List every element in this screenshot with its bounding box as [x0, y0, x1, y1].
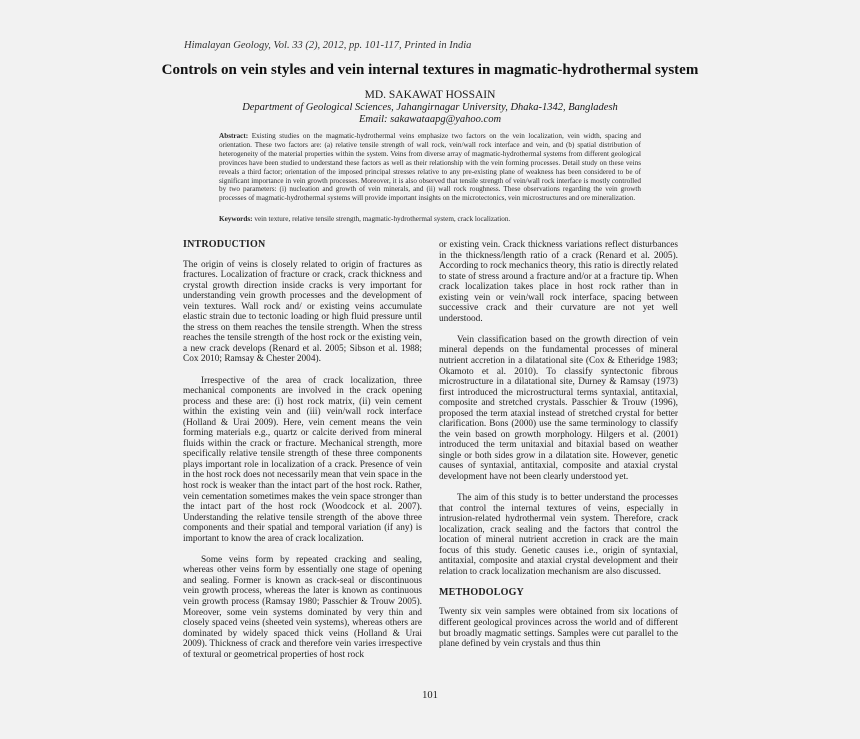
- body-paragraph: Twenty six vein samples were obtained from six locations of different geological provinces across the world and of different but broadly magmatic settings. Samples were cut parallel to the plane defined by vein crystals and thus thin: [439, 607, 678, 650]
- section-heading-methodology: METHODOLOGY: [439, 586, 524, 598]
- body-paragraph: The aim of this study is to better understand the processes that control the internal textures of veins, especially in intrusion-related hydrothermal vein system. Therefore, crack localization, crack sealing and the factors that control the location of mineral nutrient accretion in crack are the main focus of this study. Genetic causes i.e., origin of syntaxial, antitaxial, composite and ataxial crystal development and their relation to crack localization mechanism are also discussed.: [439, 493, 678, 577]
- journal-header: Himalayan Geology, Vol. 33 (2), 2012, pp. 101-117, Printed in India: [184, 40, 472, 51]
- body-paragraph: The origin of veins is closely related to origin of fractures as fractures. Localization of fracture or crack, crack thickness and crystal growth direction inside cracks is very important for understanding vein growth processes and the development of vein textures. Wall rock and/ or existing veins accumulate elastic strain due to tectonic loading or high fluid pressure until the stress on them reaches the tensile strength. When the stress reaches the tensile strength of the host rock or the existing vein, a new crack develops (Renard et al. 2005; Sibson et al. 1988; Cox 2010; Ramsay & Chester 2004).: [183, 259, 422, 365]
- abstract-text: Existing studies on the magmatic-hydrothermal veins emphasize two factors on the vein localization, vein width, spacing and orientation. These two factors are: (a) relative tensile strength of wall rock, vein/wall rock interface and vein, and (b) spatial distribution of heterogeneity of the material properties within the system. Veins from diverse array of magmatic-hydrothermal systems from different geological provinces have been studied to understand these factors as well as their relationship with the vein forming processes. Detail study on these veins reveals a third factor; orientation of the imposed principal stresses relative to any pre-existing plane of weakness has been considered to be of significant importance in vein growth processes. Moreover, it is also observed that tensile strength of vein/wall rock interface is mostly controlled by two parameters: (i) nucleation and growth of vein minerals, and (ii) wall rock roughness. These observations regarding the vein growth processes of magmatic-hydrothermal systems will provide important insights on the microtectonics, vein microstructures and ore mineralization.: [219, 132, 642, 203]
- keywords-label: Keywords:: [219, 215, 253, 223]
- abstract-label: Abstract:: [219, 132, 249, 140]
- paper-title: Controls on vein styles and vein internal textures in magmatic-hydrothermal system: [161, 62, 699, 78]
- body-paragraph: Vein classification based on the growth direction of vein mineral depends on the fundamental processes of mineral nutrient accretion in a dilatational site (Cox & Etheridge 1983; Okamoto et al. 2010). To classify syntectonic fibrous microstructure in a dilatational site, Durney & Ramsay (1973) first introduced the microstructural terms syntaxial, antitaxial, composite and stretched crystals. Passchier & Trouw (1996), proposed the term ataxial instead of stretched crystal for better clarification. Bons (2000) use the same terminology to classify the vein based on growth morphology. Hilgers et al. (2001) introduced the term unitaxial and bitaxial based on weather single or both sides grow in a dilatation site. However, genetic causes of syntaxial, antitaxial, composite and ataxial crystal development have not been clearly understood yet.: [439, 334, 678, 482]
- left-column: [183, 240, 422, 671]
- keywords-text: vein texture, relative tensile strength, magmatic-hydrothermal system, crack localization.: [254, 215, 511, 223]
- body-paragraph: Some veins form by repeated cracking and sealing, whereas other veins form by essentially one stage of opening and sealing. Former is known as crack-seal or discontinuous vein growth process, whereas the later is known as continuous vein growth process (Ramsay 1980; Passchier & Trouw 2005). Moreover, some vein systems dominated by very thin and closely spaced veins (sheeted vein systems), whereas others are dominated by widely spaced thick veins (Holland & Urai 2009). Thickness of crack and therefore vein varies irrespective of textural or geometrical properties of host rock: [183, 554, 422, 660]
- abstract: [219, 132, 641, 203]
- right-column: [439, 240, 678, 660]
- author-email: Email: sakawataapg@yahoo.com: [358, 114, 502, 125]
- keywords: [219, 215, 641, 224]
- page-number: 101: [422, 690, 438, 701]
- author-name: MD. SAKAWAT HOSSAIN: [364, 89, 496, 101]
- body-paragraph: or existing vein. Crack thickness variations reflect disturbances in the thickness/length ratio of a crack (Renard et al. 2005). According to rock mechanics theory, this ratio is directly related to state of stress around a fracture and/or at a fracture tip. When crack localization takes place in host rock rather than in existing vein or vein/wall rock interface, spacing between successive crack and their curvature are not yet well understood.: [439, 240, 678, 324]
- author-affiliation: Department of Geological Sciences, Jahangirnagar University, Dhaka-1342, Bangladesh: [242, 102, 618, 113]
- section-heading-introduction: INTRODUCTION: [183, 239, 266, 250]
- body-paragraph: Irrespective of the area of crack localization, three mechanical components are involved in the crack opening process and these are: (i) host rock matrix, (ii) vein cement within the existing vein and (iii) vein/wall rock interface (Holland & Urai 2009). Here, vein cement means the vein forming materials e.g., quartz or calcite derived from mineral fluids within the crack or fracture. Mechanical strength, more specifically relative tensile strength of these three components plays important role in localization of a crack. Presence of vein in the host rock does not necessarily mean that vein space in the host rock is weaker than the intact part of the host rock. Rather, vein cementation sometimes makes the vein space stronger than the intact part of the host rock (Woodcock et al. 2007). Understanding the relative tensile strength of the above three components and their spatial and temporal variation (if any) is important to know the area of crack localization.: [183, 375, 422, 544]
